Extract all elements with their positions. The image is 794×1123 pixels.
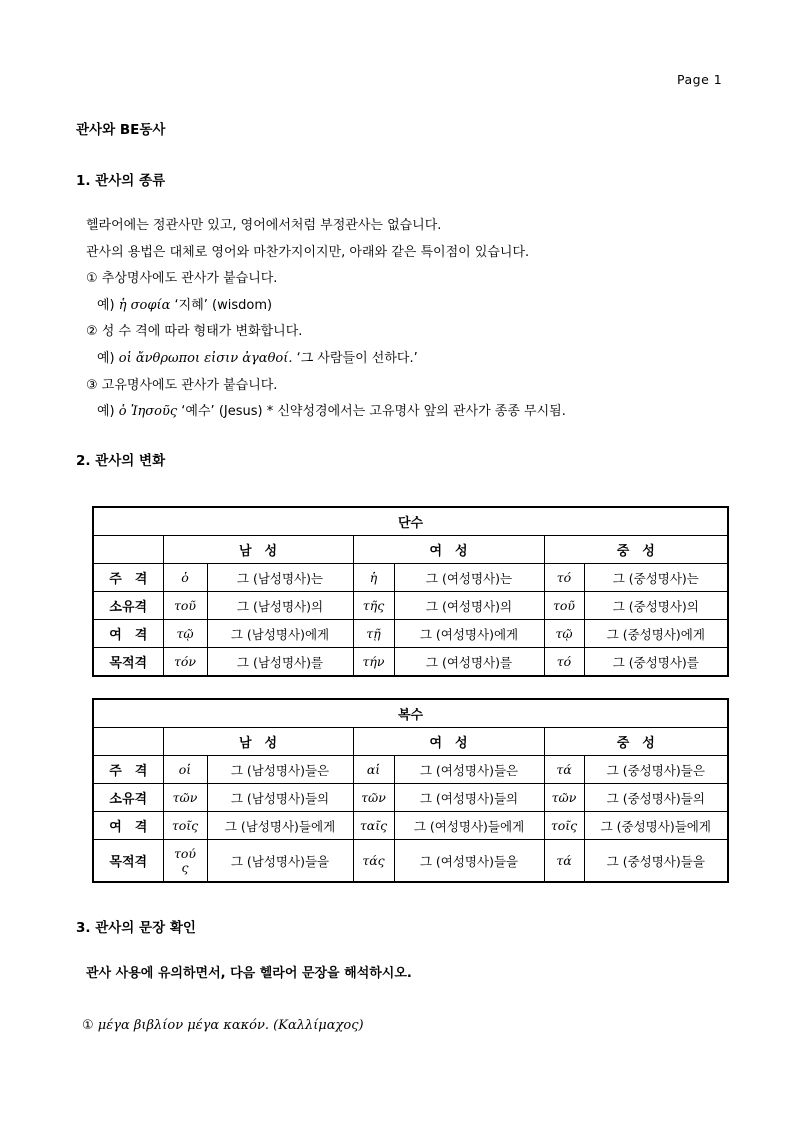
article-cell [544, 592, 584, 620]
line-text: ① 추상명사에도 관사가 붙습니다. [86, 271, 278, 287]
case-label: 주 격 [93, 756, 163, 784]
example-suffix: ‘지혜’ (wisdom) [170, 297, 273, 313]
table-row-genitive [93, 592, 728, 620]
section-2-heading: 2. 관사의 변화 [76, 453, 166, 469]
article-cell [544, 812, 584, 840]
gloss-cell: 그 (중성명사)를 [584, 648, 728, 677]
section-1-heading: 1. 관사의 종류 [76, 173, 166, 189]
line-text: ② 성 수 격에 따라 형태가 변화합니다. [86, 324, 303, 340]
table-row-accusative [93, 648, 728, 677]
numbered-item-1 [86, 266, 566, 293]
table-title: 단수 [93, 507, 728, 536]
table-title-row [93, 699, 728, 728]
case-label: 여 격 [93, 620, 163, 648]
article-cell [353, 620, 394, 648]
article-cell [353, 756, 394, 784]
article-cell [163, 648, 207, 677]
example-line [86, 346, 566, 373]
article-cell [544, 564, 584, 592]
line-text: 헬라어에는 정관사만 있고, 영어에서처럼 부정관사는 없습니다. [86, 218, 442, 233]
gloss-cell: 그 (남성명사)들에게 [207, 812, 353, 840]
table-row-dative [93, 620, 728, 648]
gender-header-masculine: 남 성 [163, 728, 353, 756]
gloss-cell: 그 (남성명사)의 [207, 592, 353, 620]
table-title: 복수 [93, 699, 728, 728]
numbered-item-2 [86, 319, 566, 346]
section-1-body [86, 213, 566, 426]
article-cell [163, 592, 207, 620]
article-cell [544, 620, 584, 648]
greek-article: τούς [173, 845, 197, 875]
example-suffix: ‘예수’ (Jesus) * 신약성경에서는 고유명사 앞의 관사가 종종 무시됨. [177, 404, 566, 420]
greek-article: τοῖς [171, 818, 199, 833]
table-row-nominative [93, 756, 728, 784]
table-row-nominative [93, 564, 728, 592]
gender-header-row [93, 728, 728, 756]
greek-article: τῆς [362, 598, 385, 613]
article-cell [544, 840, 584, 883]
greek-article: τῷ [555, 626, 573, 641]
singular-declension-table [92, 506, 729, 677]
greek-article: τόν [173, 654, 197, 669]
exercise-item-1 [82, 1018, 364, 1033]
article-cell [163, 620, 207, 648]
greek-article: τοῦ [552, 598, 576, 613]
gloss-cell: 그 (중성명사)에게 [584, 620, 728, 648]
gloss-cell: 그 (여성명사)에게 [394, 620, 544, 648]
example-prefix: 예) [97, 404, 119, 420]
article-cell [544, 756, 584, 784]
corner-cell [93, 536, 163, 564]
table-row-genitive [93, 784, 728, 812]
gloss-cell: 그 (여성명사)들에게 [394, 812, 544, 840]
article-cell [353, 592, 394, 620]
table-row-accusative [93, 840, 728, 883]
gloss-cell: 그 (여성명사)들은 [394, 756, 544, 784]
gloss-cell: 그 (중성명사)들은 [584, 756, 728, 784]
article-cell [353, 840, 394, 883]
greek-article: ὁ [181, 570, 189, 585]
example-line [86, 399, 566, 426]
article-cell [163, 784, 207, 812]
case-label: 소유격 [93, 784, 163, 812]
gender-header-feminine: 여 성 [353, 728, 544, 756]
greek-article: τῶν [361, 790, 386, 805]
greek-article: τῶν [551, 790, 577, 805]
line-text: ③ 고유명사에도 관사가 붙습니다. [86, 377, 278, 393]
article-cell [163, 756, 207, 784]
greek-article: οἱ [178, 762, 192, 777]
greek-phrase: ὁ Ἰησοῦς [118, 404, 178, 420]
line-text: 관사의 용법은 대체로 영어와 마찬가지이지만, 아래와 같은 특이점이 있습니다. [86, 244, 530, 260]
gender-header-feminine: 여 성 [353, 536, 544, 564]
greek-sentence: μέγα βιβλίον μέγα κακόν. (Καλλίμαχος) [97, 1018, 364, 1033]
example-prefix: 예) [97, 297, 119, 313]
greek-article: τῷ [176, 626, 194, 641]
greek-article: τά [556, 762, 572, 777]
gloss-cell: 그 (남성명사)에게 [207, 620, 353, 648]
article-cell [163, 840, 207, 883]
article-cell [353, 812, 394, 840]
greek-article: αἱ [366, 762, 381, 777]
case-label: 목적격 [93, 840, 163, 883]
greek-article: τό [556, 654, 572, 669]
greek-article: τοῦ [173, 598, 197, 613]
paragraph-line [86, 213, 566, 240]
article-cell [544, 648, 584, 677]
gloss-cell: 그 (중성명사)들에게 [584, 812, 728, 840]
greek-article: τοῖς [550, 818, 578, 833]
greek-phrase: οἱ ἄνθρωποι εἰσιν ἀγαθοί. [118, 350, 293, 366]
greek-article: τήν [362, 654, 385, 669]
gloss-cell: 그 (남성명사)들은 [207, 756, 353, 784]
case-label: 소유격 [93, 592, 163, 620]
gloss-cell: 그 (중성명사)는 [584, 564, 728, 592]
gloss-cell: 그 (중성명사)들을 [584, 840, 728, 883]
example-prefix: 예) [97, 350, 119, 366]
gloss-cell: 그 (여성명사)들의 [394, 784, 544, 812]
gloss-cell: 그 (중성명사)의 [584, 592, 728, 620]
gender-header-row [93, 536, 728, 564]
greek-article: τῇ [366, 626, 381, 641]
section-3-heading: 3. 관사의 문장 확인 [76, 920, 196, 936]
corner-cell [93, 728, 163, 756]
gender-header-neuter: 중 성 [544, 536, 728, 564]
greek-article: ἡ [369, 570, 378, 585]
paragraph-line [86, 240, 566, 267]
plural-declension-table [92, 698, 729, 883]
gloss-cell: 그 (여성명사)들을 [394, 840, 544, 883]
greek-phrase: ἡ σοφία [118, 297, 171, 313]
article-cell [544, 784, 584, 812]
greek-article: ταῖς [359, 818, 388, 833]
table-row-dative [93, 812, 728, 840]
page-number: Page 1 [677, 72, 723, 87]
greek-article: τό [556, 570, 572, 585]
table-title-row [93, 507, 728, 536]
article-cell [353, 648, 394, 677]
case-label: 주 격 [93, 564, 163, 592]
gloss-cell: 그 (남성명사)는 [207, 564, 353, 592]
item-number: ① [82, 1018, 98, 1033]
gloss-cell: 그 (여성명사)를 [394, 648, 544, 677]
article-cell [163, 564, 207, 592]
gloss-cell: 그 (남성명사)들을 [207, 840, 353, 883]
greek-article: τῶν [172, 790, 198, 805]
numbered-item-3 [86, 373, 566, 400]
gloss-cell: 그 (중성명사)들의 [584, 784, 728, 812]
example-line [86, 293, 566, 320]
gloss-cell: 그 (여성명사)의 [394, 592, 544, 620]
document-title: 관사와 BE동사 [76, 122, 166, 138]
exercise-instruction: 관사 사용에 유의하면서, 다음 헬라어 문장을 해석하시오. [86, 966, 412, 981]
gloss-cell: 그 (남성명사)들의 [207, 784, 353, 812]
gender-header-neuter: 중 성 [544, 728, 728, 756]
greek-article: τά [556, 853, 572, 868]
case-label: 목적격 [93, 648, 163, 677]
article-cell [353, 784, 394, 812]
article-cell [163, 812, 207, 840]
example-suffix: ‘그 사람들이 선하다.’ [292, 350, 418, 366]
gloss-cell: 그 (남성명사)를 [207, 648, 353, 677]
gloss-cell: 그 (여성명사)는 [394, 564, 544, 592]
article-cell [353, 564, 394, 592]
case-label: 여 격 [93, 812, 163, 840]
gender-header-masculine: 남 성 [163, 536, 353, 564]
greek-article: τάς [362, 853, 385, 868]
